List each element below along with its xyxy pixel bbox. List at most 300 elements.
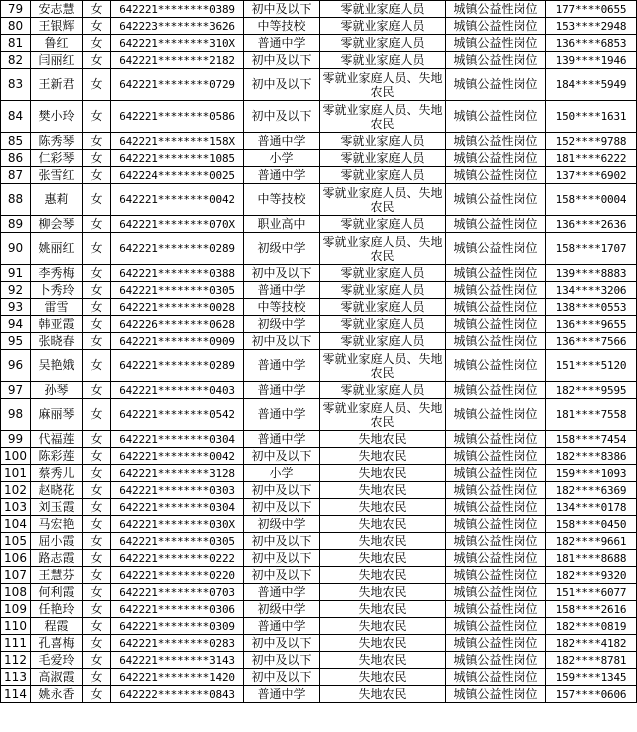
gender-cell: 女 <box>83 499 111 516</box>
table-row <box>1 316 637 333</box>
job-post-cell: 城镇公益性岗位 <box>446 35 546 52</box>
table-row <box>1 233 637 265</box>
education-level-cell: 普通中学 <box>244 133 320 150</box>
table-row <box>1 448 637 465</box>
job-post-cell: 城镇公益性岗位 <box>446 533 546 550</box>
row-number-cell: 79 <box>1 1 31 18</box>
row-number-cell: 83 <box>1 69 31 101</box>
gender-cell: 女 <box>83 150 111 167</box>
person-name-cell: 李秀梅 <box>31 265 83 282</box>
table-row <box>1 482 637 499</box>
gender-cell: 女 <box>83 399 111 431</box>
id-number-cell: 642221********0042 <box>111 184 244 216</box>
phone-number-cell: 151****6077 <box>546 584 637 601</box>
id-number-cell: 642221********0309 <box>111 618 244 635</box>
personnel-category-cell: 零就业家庭人员、失地农民 <box>320 101 446 133</box>
id-number-cell: 642221********3143 <box>111 652 244 669</box>
education-level-cell: 普通中学 <box>244 382 320 399</box>
row-number-cell: 97 <box>1 382 31 399</box>
row-number-cell: 103 <box>1 499 31 516</box>
gender-cell: 女 <box>83 516 111 533</box>
personnel-category-cell: 零就业家庭人员 <box>320 18 446 35</box>
phone-number-cell: 182****9595 <box>546 382 637 399</box>
person-name-cell: 张雪红 <box>31 167 83 184</box>
row-number-cell: 109 <box>1 601 31 618</box>
phone-number-cell: 159****1093 <box>546 465 637 482</box>
row-number-cell: 87 <box>1 167 31 184</box>
phone-number-cell: 139****8883 <box>546 265 637 282</box>
id-number-cell: 642221********1420 <box>111 669 244 686</box>
id-number-cell: 642223********3626 <box>111 18 244 35</box>
row-number-cell: 93 <box>1 299 31 316</box>
id-number-cell: 642222********0843 <box>111 686 244 703</box>
id-number-cell: 642221********0703 <box>111 584 244 601</box>
education-level-cell: 中等技校 <box>244 18 320 35</box>
gender-cell: 女 <box>83 465 111 482</box>
personnel-category-cell: 零就业家庭人员 <box>320 35 446 52</box>
phone-number-cell: 181****8688 <box>546 550 637 567</box>
job-post-cell: 城镇公益性岗位 <box>446 52 546 69</box>
education-level-cell: 普通中学 <box>244 35 320 52</box>
table-row <box>1 686 637 703</box>
phone-number-cell: 182****8781 <box>546 652 637 669</box>
phone-number-cell: 158****1707 <box>546 233 637 265</box>
gender-cell: 女 <box>83 52 111 69</box>
job-post-cell: 城镇公益性岗位 <box>446 167 546 184</box>
gender-cell: 女 <box>83 652 111 669</box>
education-level-cell: 初中及以下 <box>244 550 320 567</box>
education-level-cell: 小学 <box>244 150 320 167</box>
personnel-category-cell: 失地农民 <box>320 499 446 516</box>
id-number-cell: 642221********0586 <box>111 101 244 133</box>
job-post-cell: 城镇公益性岗位 <box>446 516 546 533</box>
table-row <box>1 282 637 299</box>
person-name-cell: 毛爱玲 <box>31 652 83 669</box>
education-level-cell: 普通中学 <box>244 167 320 184</box>
phone-number-cell: 182****4182 <box>546 635 637 652</box>
personnel-category-cell: 失地农民 <box>320 465 446 482</box>
table-row <box>1 265 637 282</box>
id-number-cell: 642221********0304 <box>111 499 244 516</box>
table-row <box>1 1 637 18</box>
gender-cell: 女 <box>83 1 111 18</box>
table-row <box>1 652 637 669</box>
row-number-cell: 92 <box>1 282 31 299</box>
gender-cell: 女 <box>83 601 111 618</box>
gender-cell: 女 <box>83 265 111 282</box>
job-post-cell: 城镇公益性岗位 <box>446 150 546 167</box>
education-level-cell: 初中及以下 <box>244 499 320 516</box>
job-post-cell: 城镇公益性岗位 <box>446 184 546 216</box>
person-name-cell: 吴艳娥 <box>31 350 83 382</box>
education-level-cell: 初级中学 <box>244 516 320 533</box>
education-level-cell: 初中及以下 <box>244 333 320 350</box>
gender-cell: 女 <box>83 482 111 499</box>
personnel-category-cell: 失地农民 <box>320 533 446 550</box>
person-name-cell: 张晓春 <box>31 333 83 350</box>
personnel-category-cell: 零就业家庭人员 <box>320 299 446 316</box>
table-row <box>1 382 637 399</box>
phone-number-cell: 182****9661 <box>546 533 637 550</box>
table-row <box>1 133 637 150</box>
job-post-cell: 城镇公益性岗位 <box>446 101 546 133</box>
job-post-cell: 城镇公益性岗位 <box>446 216 546 233</box>
education-level-cell: 中等技校 <box>244 184 320 216</box>
person-name-cell: 刘玉霞 <box>31 499 83 516</box>
row-number-cell: 112 <box>1 652 31 669</box>
id-number-cell: 642224********0025 <box>111 167 244 184</box>
person-name-cell: 卜秀玲 <box>31 282 83 299</box>
person-name-cell: 高淑霞 <box>31 669 83 686</box>
id-number-cell: 642221********0305 <box>111 282 244 299</box>
id-number-cell: 642221********0305 <box>111 533 244 550</box>
job-post-cell: 城镇公益性岗位 <box>446 431 546 448</box>
education-level-cell: 中等技校 <box>244 299 320 316</box>
education-level-cell: 初中及以下 <box>244 533 320 550</box>
job-post-cell: 城镇公益性岗位 <box>446 669 546 686</box>
job-post-cell: 城镇公益性岗位 <box>446 499 546 516</box>
personnel-category-cell: 零就业家庭人员 <box>320 1 446 18</box>
person-name-cell: 马宏艳 <box>31 516 83 533</box>
row-number-cell: 99 <box>1 431 31 448</box>
personnel-category-cell: 零就业家庭人员 <box>320 316 446 333</box>
phone-number-cell: 182****9320 <box>546 567 637 584</box>
phone-number-cell: 184****5949 <box>546 69 637 101</box>
personnel-category-cell: 零就业家庭人员、失地农民 <box>320 184 446 216</box>
education-level-cell: 初中及以下 <box>244 482 320 499</box>
person-name-cell: 樊小玲 <box>31 101 83 133</box>
row-number-cell: 91 <box>1 265 31 282</box>
id-number-cell: 642221********0304 <box>111 431 244 448</box>
phone-number-cell: 177****0655 <box>546 1 637 18</box>
id-number-cell: 642221********0909 <box>111 333 244 350</box>
row-number-cell: 88 <box>1 184 31 216</box>
row-number-cell: 101 <box>1 465 31 482</box>
table-row <box>1 350 637 382</box>
education-level-cell: 普通中学 <box>244 282 320 299</box>
id-number-cell: 642226********0628 <box>111 316 244 333</box>
personnel-category-cell: 零就业家庭人员、失地农民 <box>320 233 446 265</box>
job-post-cell: 城镇公益性岗位 <box>446 465 546 482</box>
row-number-cell: 85 <box>1 133 31 150</box>
table-row <box>1 333 637 350</box>
id-number-cell: 642221********1085 <box>111 150 244 167</box>
job-post-cell: 城镇公益性岗位 <box>446 382 546 399</box>
personnel-category-cell: 零就业家庭人员 <box>320 133 446 150</box>
person-name-cell: 何利霞 <box>31 584 83 601</box>
table-row <box>1 669 637 686</box>
education-level-cell: 初中及以下 <box>244 652 320 669</box>
table-row <box>1 101 637 133</box>
row-number-cell: 105 <box>1 533 31 550</box>
education-level-cell: 职业高中 <box>244 216 320 233</box>
row-number-cell: 98 <box>1 399 31 431</box>
job-post-cell: 城镇公益性岗位 <box>446 233 546 265</box>
row-number-cell: 104 <box>1 516 31 533</box>
job-post-cell: 城镇公益性岗位 <box>446 686 546 703</box>
id-number-cell: 642221********310X <box>111 35 244 52</box>
personnel-category-cell: 零就业家庭人员、失地农民 <box>320 350 446 382</box>
education-level-cell: 普通中学 <box>244 686 320 703</box>
phone-number-cell: 152****9788 <box>546 133 637 150</box>
table-row <box>1 516 637 533</box>
education-level-cell: 初中及以下 <box>244 567 320 584</box>
phone-number-cell: 158****2616 <box>546 601 637 618</box>
personnel-category-cell: 零就业家庭人员 <box>320 167 446 184</box>
personnel-category-cell: 零就业家庭人员 <box>320 52 446 69</box>
personnel-category-cell: 零就业家庭人员、失地农民 <box>320 69 446 101</box>
personnel-category-cell: 零就业家庭人员 <box>320 382 446 399</box>
gender-cell: 女 <box>83 18 111 35</box>
education-level-cell: 初中及以下 <box>244 1 320 18</box>
personnel-category-cell: 失地农民 <box>320 567 446 584</box>
phone-number-cell: 158****0450 <box>546 516 637 533</box>
person-name-cell: 陈秀琴 <box>31 133 83 150</box>
person-name-cell: 雷雪 <box>31 299 83 316</box>
row-number-cell: 96 <box>1 350 31 382</box>
phone-number-cell: 159****1345 <box>546 669 637 686</box>
phone-number-cell: 134****0178 <box>546 499 637 516</box>
table-row <box>1 216 637 233</box>
table-row <box>1 465 637 482</box>
education-level-cell: 初中及以下 <box>244 669 320 686</box>
education-level-cell: 初级中学 <box>244 316 320 333</box>
table-row <box>1 533 637 550</box>
person-name-cell: 姚丽红 <box>31 233 83 265</box>
table-row <box>1 399 637 431</box>
row-number-cell: 81 <box>1 35 31 52</box>
table-row <box>1 69 637 101</box>
person-name-cell: 王慧芬 <box>31 567 83 584</box>
phone-number-cell: 138****0553 <box>546 299 637 316</box>
person-name-cell: 屈小霞 <box>31 533 83 550</box>
gender-cell: 女 <box>83 431 111 448</box>
row-number-cell: 107 <box>1 567 31 584</box>
education-level-cell: 初中及以下 <box>244 69 320 101</box>
personnel-category-cell: 失地农民 <box>320 431 446 448</box>
id-number-cell: 642221********0042 <box>111 448 244 465</box>
personnel-category-cell: 失地农民 <box>320 669 446 686</box>
job-post-cell: 城镇公益性岗位 <box>446 635 546 652</box>
row-number-cell: 114 <box>1 686 31 703</box>
job-post-cell: 城镇公益性岗位 <box>446 282 546 299</box>
table-row <box>1 150 637 167</box>
row-number-cell: 86 <box>1 150 31 167</box>
person-name-cell: 路志霞 <box>31 550 83 567</box>
person-name-cell: 惠莉 <box>31 184 83 216</box>
row-number-cell: 82 <box>1 52 31 69</box>
job-post-cell: 城镇公益性岗位 <box>446 316 546 333</box>
personnel-category-cell: 失地农民 <box>320 686 446 703</box>
personnel-category-cell: 零就业家庭人员 <box>320 265 446 282</box>
phone-number-cell: 151****5120 <box>546 350 637 382</box>
job-post-cell: 城镇公益性岗位 <box>446 265 546 282</box>
table-row <box>1 431 637 448</box>
job-post-cell: 城镇公益性岗位 <box>446 584 546 601</box>
gender-cell: 女 <box>83 216 111 233</box>
gender-cell: 女 <box>83 533 111 550</box>
person-name-cell: 孙琴 <box>31 382 83 399</box>
table-row <box>1 635 637 652</box>
job-post-cell: 城镇公益性岗位 <box>446 299 546 316</box>
education-level-cell: 普通中学 <box>244 399 320 431</box>
table-row <box>1 550 637 567</box>
phone-number-cell: 139****1946 <box>546 52 637 69</box>
row-number-cell: 89 <box>1 216 31 233</box>
id-number-cell: 642221********0222 <box>111 550 244 567</box>
id-number-cell: 642221********0542 <box>111 399 244 431</box>
id-number-cell: 642221********0303 <box>111 482 244 499</box>
phone-number-cell: 136****6853 <box>546 35 637 52</box>
phone-number-cell: 136****7566 <box>546 333 637 350</box>
person-name-cell: 仁彩琴 <box>31 150 83 167</box>
personnel-category-cell: 失地农民 <box>320 652 446 669</box>
education-level-cell: 普通中学 <box>244 584 320 601</box>
table-row <box>1 167 637 184</box>
gender-cell: 女 <box>83 584 111 601</box>
personnel-category-cell: 失地农民 <box>320 601 446 618</box>
gender-cell: 女 <box>83 448 111 465</box>
gender-cell: 女 <box>83 618 111 635</box>
job-post-cell: 城镇公益性岗位 <box>446 567 546 584</box>
person-name-cell: 孔喜梅 <box>31 635 83 652</box>
job-post-cell: 城镇公益性岗位 <box>446 601 546 618</box>
person-name-cell: 姚永香 <box>31 686 83 703</box>
person-name-cell: 麻丽琴 <box>31 399 83 431</box>
job-post-cell: 城镇公益性岗位 <box>446 399 546 431</box>
row-number-cell: 84 <box>1 101 31 133</box>
person-name-cell: 蔡秀儿 <box>31 465 83 482</box>
phone-number-cell: 182****0819 <box>546 618 637 635</box>
gender-cell: 女 <box>83 101 111 133</box>
id-number-cell: 642221********0220 <box>111 567 244 584</box>
personnel-category-cell: 失地农民 <box>320 618 446 635</box>
personnel-category-cell: 失地农民 <box>320 482 446 499</box>
phone-number-cell: 182****8386 <box>546 448 637 465</box>
row-number-cell: 106 <box>1 550 31 567</box>
table-row <box>1 184 637 216</box>
gender-cell: 女 <box>83 567 111 584</box>
id-number-cell: 642221********0283 <box>111 635 244 652</box>
person-name-cell: 陈彩莲 <box>31 448 83 465</box>
id-number-cell: 642221********0289 <box>111 233 244 265</box>
id-number-cell: 642221********0403 <box>111 382 244 399</box>
row-number-cell: 113 <box>1 669 31 686</box>
gender-cell: 女 <box>83 167 111 184</box>
row-number-cell: 110 <box>1 618 31 635</box>
id-number-cell: 642221********0306 <box>111 601 244 618</box>
education-level-cell: 初中及以下 <box>244 448 320 465</box>
gender-cell: 女 <box>83 350 111 382</box>
table-row <box>1 601 637 618</box>
id-number-cell: 642221********0388 <box>111 265 244 282</box>
phone-number-cell: 150****1631 <box>546 101 637 133</box>
phone-number-cell: 136****2636 <box>546 216 637 233</box>
personnel-category-cell: 零就业家庭人员 <box>320 333 446 350</box>
job-post-cell: 城镇公益性岗位 <box>446 333 546 350</box>
education-level-cell: 初中及以下 <box>244 635 320 652</box>
personnel-category-cell: 零就业家庭人员 <box>320 216 446 233</box>
row-number-cell: 108 <box>1 584 31 601</box>
row-number-cell: 95 <box>1 333 31 350</box>
id-number-cell: 642221********030X <box>111 516 244 533</box>
personnel-category-cell: 失地农民 <box>320 550 446 567</box>
row-number-cell: 80 <box>1 18 31 35</box>
personnel-category-cell: 失地农民 <box>320 635 446 652</box>
phone-number-cell: 182****6369 <box>546 482 637 499</box>
table-row <box>1 584 637 601</box>
education-level-cell: 初中及以下 <box>244 52 320 69</box>
phone-number-cell: 158****0004 <box>546 184 637 216</box>
row-number-cell: 90 <box>1 233 31 265</box>
phone-number-cell: 158****7454 <box>546 431 637 448</box>
id-number-cell: 642221********0729 <box>111 69 244 101</box>
education-level-cell: 初中及以下 <box>244 265 320 282</box>
id-number-cell: 642221********158X <box>111 133 244 150</box>
gender-cell: 女 <box>83 333 111 350</box>
person-name-cell: 王银辉 <box>31 18 83 35</box>
id-number-cell: 642221********0389 <box>111 1 244 18</box>
table-row <box>1 52 637 69</box>
id-number-cell: 642221********0289 <box>111 350 244 382</box>
job-post-cell: 城镇公益性岗位 <box>446 18 546 35</box>
personnel-category-cell: 失地农民 <box>320 584 446 601</box>
gender-cell: 女 <box>83 233 111 265</box>
id-number-cell: 642221********070X <box>111 216 244 233</box>
job-post-cell: 城镇公益性岗位 <box>446 550 546 567</box>
id-number-cell: 642221********3128 <box>111 465 244 482</box>
job-post-cell: 城镇公益性岗位 <box>446 133 546 150</box>
phone-number-cell: 181****6222 <box>546 150 637 167</box>
row-number-cell: 94 <box>1 316 31 333</box>
gender-cell: 女 <box>83 184 111 216</box>
gender-cell: 女 <box>83 686 111 703</box>
job-post-cell: 城镇公益性岗位 <box>446 652 546 669</box>
personnel-category-cell: 失地农民 <box>320 448 446 465</box>
row-number-cell: 100 <box>1 448 31 465</box>
phone-number-cell: 181****7558 <box>546 399 637 431</box>
education-level-cell: 普通中学 <box>244 618 320 635</box>
personnel-category-cell: 零就业家庭人员 <box>320 150 446 167</box>
table-row <box>1 299 637 316</box>
personnel-category-cell: 失地农民 <box>320 516 446 533</box>
gender-cell: 女 <box>83 282 111 299</box>
person-name-cell: 程霞 <box>31 618 83 635</box>
table-row <box>1 567 637 584</box>
education-level-cell: 小学 <box>244 465 320 482</box>
id-number-cell: 642221********2182 <box>111 52 244 69</box>
person-name-cell: 赵晓花 <box>31 482 83 499</box>
row-number-cell: 102 <box>1 482 31 499</box>
phone-number-cell: 136****9655 <box>546 316 637 333</box>
phone-number-cell: 137****6902 <box>546 167 637 184</box>
id-number-cell: 642221********0028 <box>111 299 244 316</box>
education-level-cell: 初中及以下 <box>244 101 320 133</box>
gender-cell: 女 <box>83 133 111 150</box>
gender-cell: 女 <box>83 669 111 686</box>
job-post-cell: 城镇公益性岗位 <box>446 618 546 635</box>
personnel-category-cell: 零就业家庭人员、失地农民 <box>320 399 446 431</box>
job-post-cell: 城镇公益性岗位 <box>446 350 546 382</box>
person-name-cell: 鲁红 <box>31 35 83 52</box>
person-name-cell: 代福莲 <box>31 431 83 448</box>
personnel-category-cell: 零就业家庭人员 <box>320 282 446 299</box>
person-name-cell: 韩亚霞 <box>31 316 83 333</box>
education-level-cell: 普通中学 <box>244 350 320 382</box>
job-post-cell: 城镇公益性岗位 <box>446 482 546 499</box>
job-post-cell: 城镇公益性岗位 <box>446 448 546 465</box>
phone-number-cell: 134****3206 <box>546 282 637 299</box>
